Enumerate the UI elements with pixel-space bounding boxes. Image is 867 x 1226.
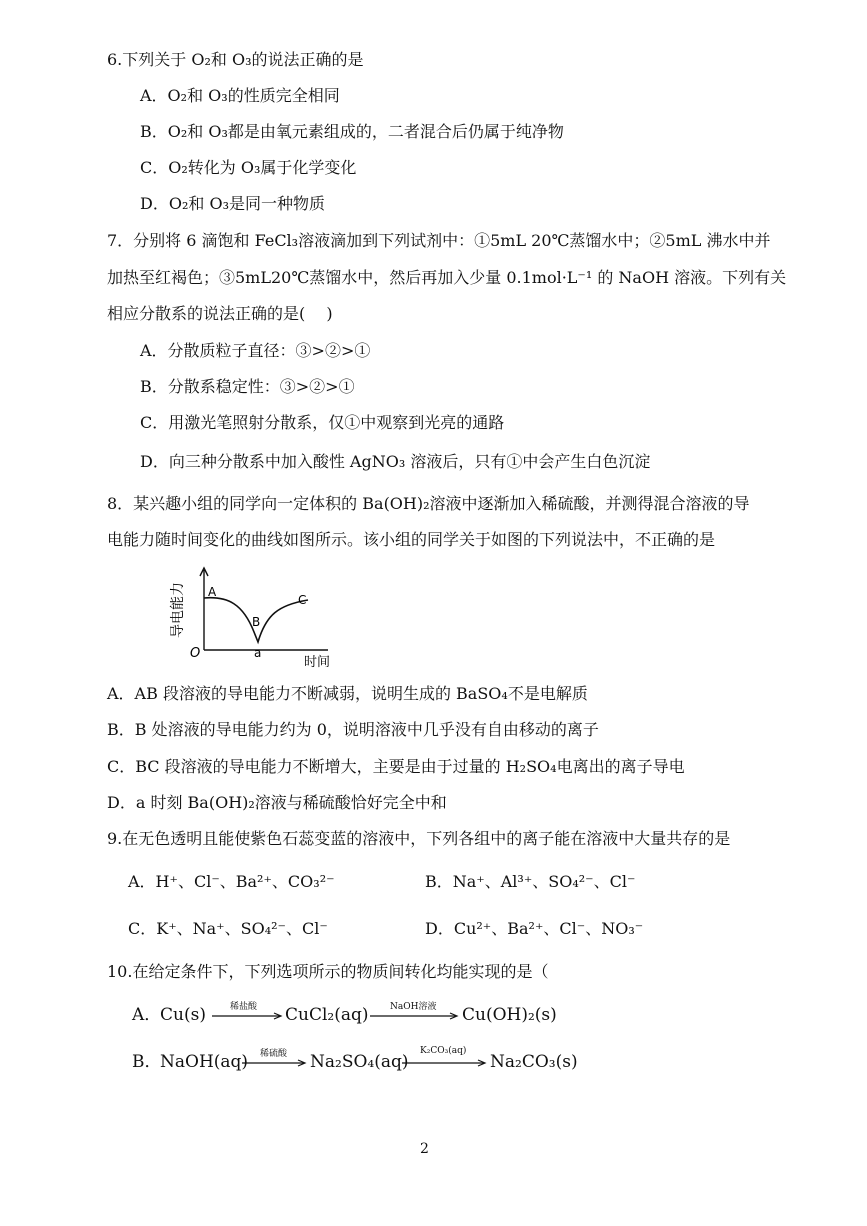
q10-a-substance-3: Cu(OH)₂(s) [462, 1005, 557, 1025]
q10-a-arrow-1 [212, 1012, 284, 1020]
q7-option-b: B．分散系稳定性：③>②>① [140, 377, 355, 396]
q6-option-d: D．O₂和 O₃是同一种物质 [140, 194, 325, 213]
q9-stem: 9.在无色透明且能使紫色石蕊变蓝的溶液中，下列各组中的离子能在溶液中大量共存的是 [107, 829, 731, 848]
x-axis-label: 时间 [304, 655, 331, 670]
q10-b-condition-2: K₂CO₃(aq) [420, 1046, 467, 1056]
q7-option-d: D．向三种分散系中加入酸性 AgNO₃ 溶液后，只有①中会产生白色沉淀 [140, 452, 651, 471]
q7-option-c: C．用激光笔照射分散系，仅①中观察到光亮的通路 [140, 413, 505, 432]
q10-b-label: B． [132, 1052, 162, 1072]
q9-option-a: A．H⁺、Cl⁻、Ba²⁺、CO₃²⁻ [128, 872, 335, 891]
q9-option-b: B．Na⁺、Al³⁺、SO₄²⁻、Cl⁻ [425, 872, 636, 891]
origin-label: O [190, 646, 201, 661]
q10-b-substance-2: Na₂SO₄(aq) [310, 1052, 409, 1072]
point-b-label: B [252, 615, 261, 629]
q8-stem-line-1: 8．某兴趣小组的同学向一定体积的 Ba(OH)₂溶液中逐渐加入稀硫酸，并测得混合溶液的导 [107, 494, 750, 513]
conductivity-time-figure [168, 560, 348, 675]
q10-a-condition-1: 稀盐酸 [230, 1002, 258, 1012]
q10-a-substance-1: Cu(s) [160, 1005, 206, 1025]
q10-b-arrow-1 [242, 1059, 308, 1067]
point-c-label: C [298, 593, 307, 607]
q8-option-a: A．AB 段溶液的导电能力不断减弱，说明生成的 BaSO₄不是电解质 [107, 684, 588, 703]
q10-stem: 10.在给定条件下，下列选项所示的物质间转化均能实现的是（ [107, 962, 549, 981]
q9-option-d: D．Cu²⁺、Ba²⁺、Cl⁻、NO₃⁻ [425, 919, 644, 938]
q10-a-condition-2: NaOH溶液 [390, 1002, 437, 1012]
q8-option-b: B．B 处溶液的导电能力约为 0，说明溶液中几乎没有自由移动的离子 [107, 720, 599, 739]
x-tick-a-label: a [254, 646, 262, 660]
q10-b-substance-3: Na₂CO₃(s) [490, 1052, 578, 1072]
q8-option-d: D．a 时刻 Ba(OH)₂溶液与稀硫酸恰好完全中和 [107, 793, 447, 812]
y-axis-label: 导电能力 [170, 582, 186, 638]
q10-a-arrow-2 [370, 1012, 460, 1020]
q6-option-a: A．O₂和 O₃的性质完全相同 [140, 86, 340, 105]
q8-option-c: C．BC 段溶液的导电能力不断增大，主要是由于过量的 H₂SO₄电离出的离子导电 [107, 757, 685, 776]
q7-stem-line-1: 7．分别将 6 滴饱和 FeCl₃溶液滴加到下列试剂中：①5mL 20℃蒸馏水中；②5mL 沸水中并 [107, 231, 771, 250]
q7-stem-line-2: 加热至红褐色；③5mL20℃蒸馏水中，然后再加入少量 0.1mol·L⁻¹ 的 NaOH 溶液。下列有关 [107, 268, 787, 287]
q9-option-c: C．K⁺、Na⁺、SO₄²⁻、Cl⁻ [128, 919, 328, 938]
q6-option-b: B．O₂和 O₃都是由氧元素组成的，二者混合后仍属于纯净物 [140, 122, 564, 141]
q10-a-label: A． [132, 1005, 162, 1025]
q10-a-substance-2: CuCl₂(aq) [285, 1005, 369, 1025]
q10-b-condition-1: 稀硫酸 [260, 1049, 288, 1059]
q7-option-a: A．分散质粒子直径：③>②>① [140, 341, 371, 360]
q7-stem-line-3: 相应分散系的说法正确的是( ) [107, 304, 333, 323]
q6-stem: 6.下列关于 O₂和 O₃的说法正确的是 [107, 50, 364, 69]
q8-stem-line-2: 电能力随时间变化的曲线如图所示。该小组的同学关于如图的下列说法中，不正确的是 [107, 530, 716, 549]
q10-b-arrow-2 [402, 1059, 488, 1067]
q10-b-substance-1: NaOH(aq) [160, 1052, 249, 1072]
page-number: 2 [420, 1141, 429, 1157]
q6-option-c: C．O₂转化为 O₃属于化学变化 [140, 158, 357, 177]
point-a-label: A [208, 585, 217, 599]
